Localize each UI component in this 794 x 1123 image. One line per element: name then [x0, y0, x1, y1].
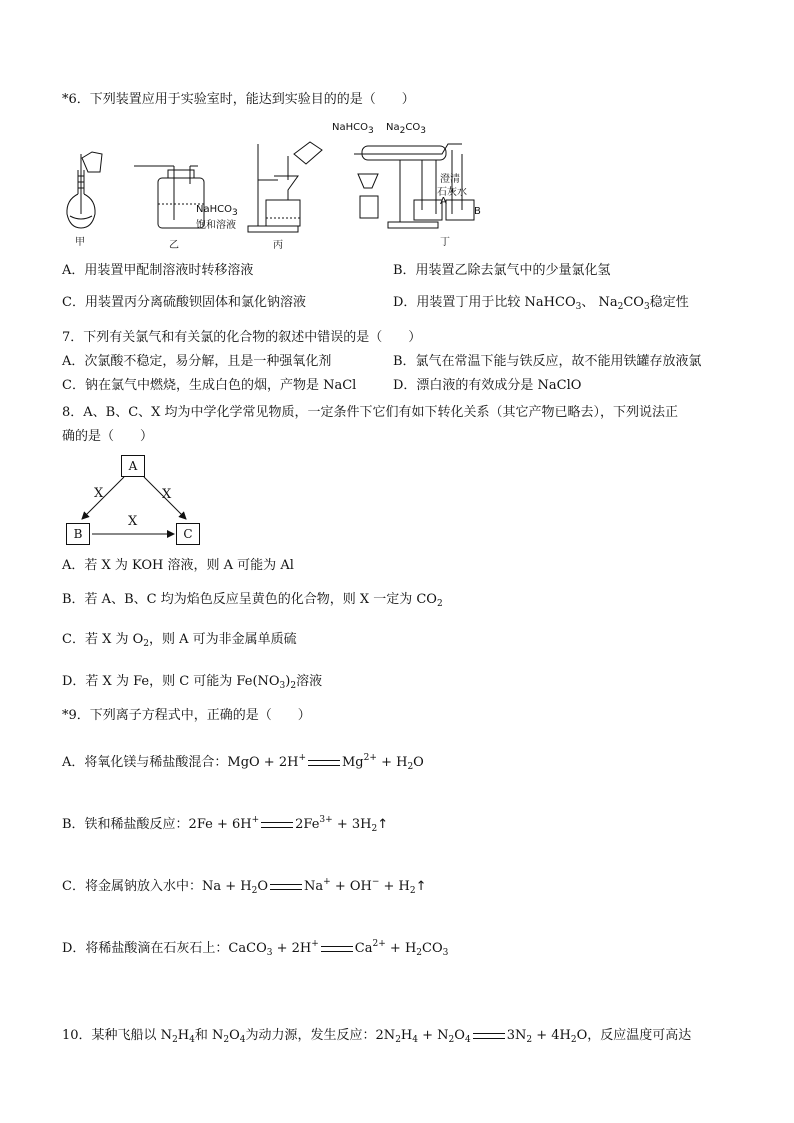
q8-node-c: C: [176, 523, 200, 545]
q7-option-a: A．次氯酸不稳定，易分解，且是一种强氧化剂: [62, 354, 332, 369]
equals-sign: [473, 1033, 505, 1039]
q6-stem: *6．下列装置应用于实验室时，能达到实验目的的是（ ）: [62, 92, 415, 107]
figure-label-limewater-1: 澄清: [440, 174, 460, 185]
q6-option-d: D．用装置丁用于比较 NaHCO$_3$、 $Na_2CO_3$稳定性: [393, 295, 689, 312]
q8-edge-label-ac: X: [162, 487, 172, 502]
q9-option-a: A．将氧化镁与稀盐酸混合：MgO + 2H+ $Mg^{2+} + H_2O$: [62, 753, 424, 772]
q10-stem: 10．某种飞船以 $N_2H_4$和 $N_2O_4$为动力源，发生反应：$2N_2H_4 + N_2O_4$ $3N_2 + 4H_2O$，反应温度可高达: [62, 1028, 692, 1045]
figure-label-saturated-solution: 饱和溶液: [196, 220, 236, 231]
q7-option-b: B．氯气在常温下能与铁反应，故不能用铁罐存放液氯: [393, 354, 702, 369]
figure-label-bing: 丙: [273, 240, 283, 251]
equals-sign: [321, 946, 353, 952]
figure-label-limewater-2: 石灰水: [437, 187, 467, 198]
figure-label-na2co3: Na2CO3: [386, 122, 426, 136]
q6-option-b: B．用装置乙除去氯气中的少量氯化氢: [393, 263, 611, 278]
q8-option-c: C．若 X 为 $O_2$，则 A 可为非金属单质硫: [62, 632, 297, 649]
figure-label-tube-b: B: [474, 206, 481, 217]
q9-option-c: C．将金属钠放入水中：$Na + H_2O$ $Na^+ + OH^- + H_2↑$: [62, 877, 427, 896]
q9-option-b: B．铁和稀盐酸反应：2Fe + 6H+ $2Fe^{3+}$ + $3H_2↑$: [62, 815, 389, 834]
q9-stem: *9．下列离子方程式中，正确的是（ ）: [62, 708, 311, 723]
q8-option-a: A．若 X 为 KOH 溶液，则 A 可能为 Al: [62, 558, 294, 573]
figure-label-tube-a: A: [440, 196, 447, 207]
gas-up-arrow-icon: ↑: [377, 817, 389, 832]
q8-stem-line1: 8．A、B、C、X 均为中学化学常见物质，一定条件下它们有如下转化关系（其它产物已略去），下列说法正: [62, 405, 679, 420]
q8-node-b: B: [66, 523, 90, 545]
q9-option-d: D．将稀盐酸滴在石灰石上：CaCO$_3$ + 2H+ $Ca^{2+} + H_2CO_3$: [62, 939, 449, 958]
figure-label-nahco3: NaHCO3: [332, 122, 374, 136]
gas-up-arrow-icon: ↑: [415, 879, 427, 894]
q6-option-a: A．用装置甲配制溶液时转移溶液: [62, 263, 254, 278]
equals-sign: [261, 822, 293, 828]
q7-option-c: C．钠在氯气中燃烧，生成白色的烟，产物是 NaCl: [62, 378, 357, 393]
q8-edge-label-bc: X: [128, 514, 138, 529]
q7-option-d: D．漂白液的有效成分是 NaClO: [393, 378, 582, 393]
q6-option-c: C．用装置丙分离硫酸钡固体和氯化钠溶液: [62, 295, 306, 310]
q8-edge-label-ab: X: [94, 486, 104, 501]
q8-stem-line2: 确的是（ ）: [62, 429, 154, 444]
q8-option-d: D．若 X 为 Fe，则 C 可能为 $Fe(NO_3)_2$溶液: [62, 674, 323, 691]
equals-sign: [308, 760, 340, 766]
figure-label-nahco3-saturated: NaHCO3: [196, 204, 238, 218]
figure-label-yi: 乙: [169, 240, 179, 251]
equals-sign: [270, 884, 302, 890]
q8-node-a: A: [121, 455, 145, 477]
apparatus-figure: [62, 114, 502, 254]
figure-label-ding: 丁: [440, 237, 450, 248]
q7-stem: 7．下列有关氯气和有关氯的化合物的叙述中错误的是（ ）: [62, 330, 422, 345]
figure-label-jia: 甲: [75, 237, 85, 248]
q8-option-b: B．若 A、B、C 均为焰色反应呈黄色的化合物，则 X 一定为 $CO_2$: [62, 592, 443, 609]
